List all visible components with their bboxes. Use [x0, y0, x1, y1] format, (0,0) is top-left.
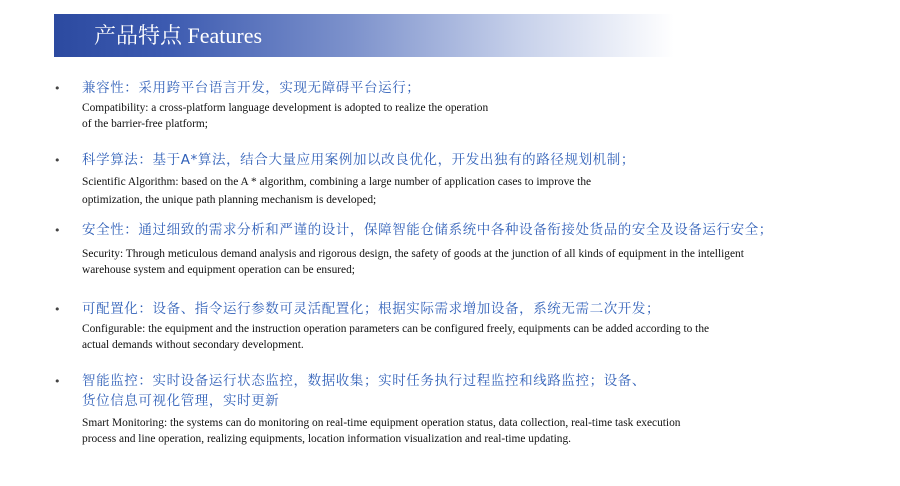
feature-desc-en-line2: process and line operation, realizing equipments, location information visualization and real-time updating. [82, 433, 572, 445]
feature-title-cn-line2: 货位信息可视化管理，实时更新 [82, 393, 280, 409]
feature-desc-en-line2: warehouse system and equipment operation can be ensured; [82, 264, 355, 276]
header-banner [54, 14, 674, 57]
feature-desc-en-line1: Configurable: the equipment and the instruction operation parameters can be configured freely, equipments can be added according to the [82, 323, 710, 335]
bullet-icon: • [54, 303, 61, 316]
feature-title-cn: 安全性：通过细致的需求分析和严谨的设计，保障智能仓储系统中各种设备衔接处货品的安全及设备运行安全； [82, 222, 773, 238]
feature-desc-en-line1: Scientific Algorithm: based on the A * algorithm, combining a large number of application cases to improve the [82, 176, 592, 188]
feature-desc-en-line1: Smart Monitoring: the systems can do monitoring on real-time equipment operation status, data collection, real-time task execution [82, 417, 681, 429]
bullet-icon: • [54, 82, 61, 95]
feature-title-cn: 兼容性：采用跨平台语言开发，实现无障碍平台运行； [82, 80, 421, 96]
page-title: 产品特点 Features [94, 23, 263, 48]
feature-title-cn-line1: 智能监控：实时设备运行状态监控，数据收集；实时任务执行过程监控和线路监控；设备、 [82, 373, 646, 389]
feature-title-cn: 科学算法：基于A*算法，结合大量应用案例加以改良优化，开发出独有的路径规划机制； [82, 152, 635, 168]
feature-desc-en-line2: actual demands without secondary development. [82, 339, 304, 351]
feature-title-cn: 可配置化：设备、指令运行参数可灵活配置化；根据实际需求增加设备，系统无需二次开发； [82, 301, 661, 317]
feature-desc-en-line1: Compatibility: a cross-platform language development is adopted to realize the operation [82, 102, 489, 114]
feature-desc-en-line1: Security: Through meticulous demand analysis and rigorous design, the safety of goods at the junction of all kinds of equipment in the intelligent [82, 248, 744, 260]
bullet-icon: • [54, 375, 61, 388]
bullet-icon: • [54, 224, 61, 237]
feature-desc-en-line2: optimization, the unique path planning mechanism is developed; [82, 194, 377, 206]
feature-desc-en-line2: of the barrier-free platform; [82, 118, 208, 130]
bullet-icon: • [54, 154, 61, 167]
